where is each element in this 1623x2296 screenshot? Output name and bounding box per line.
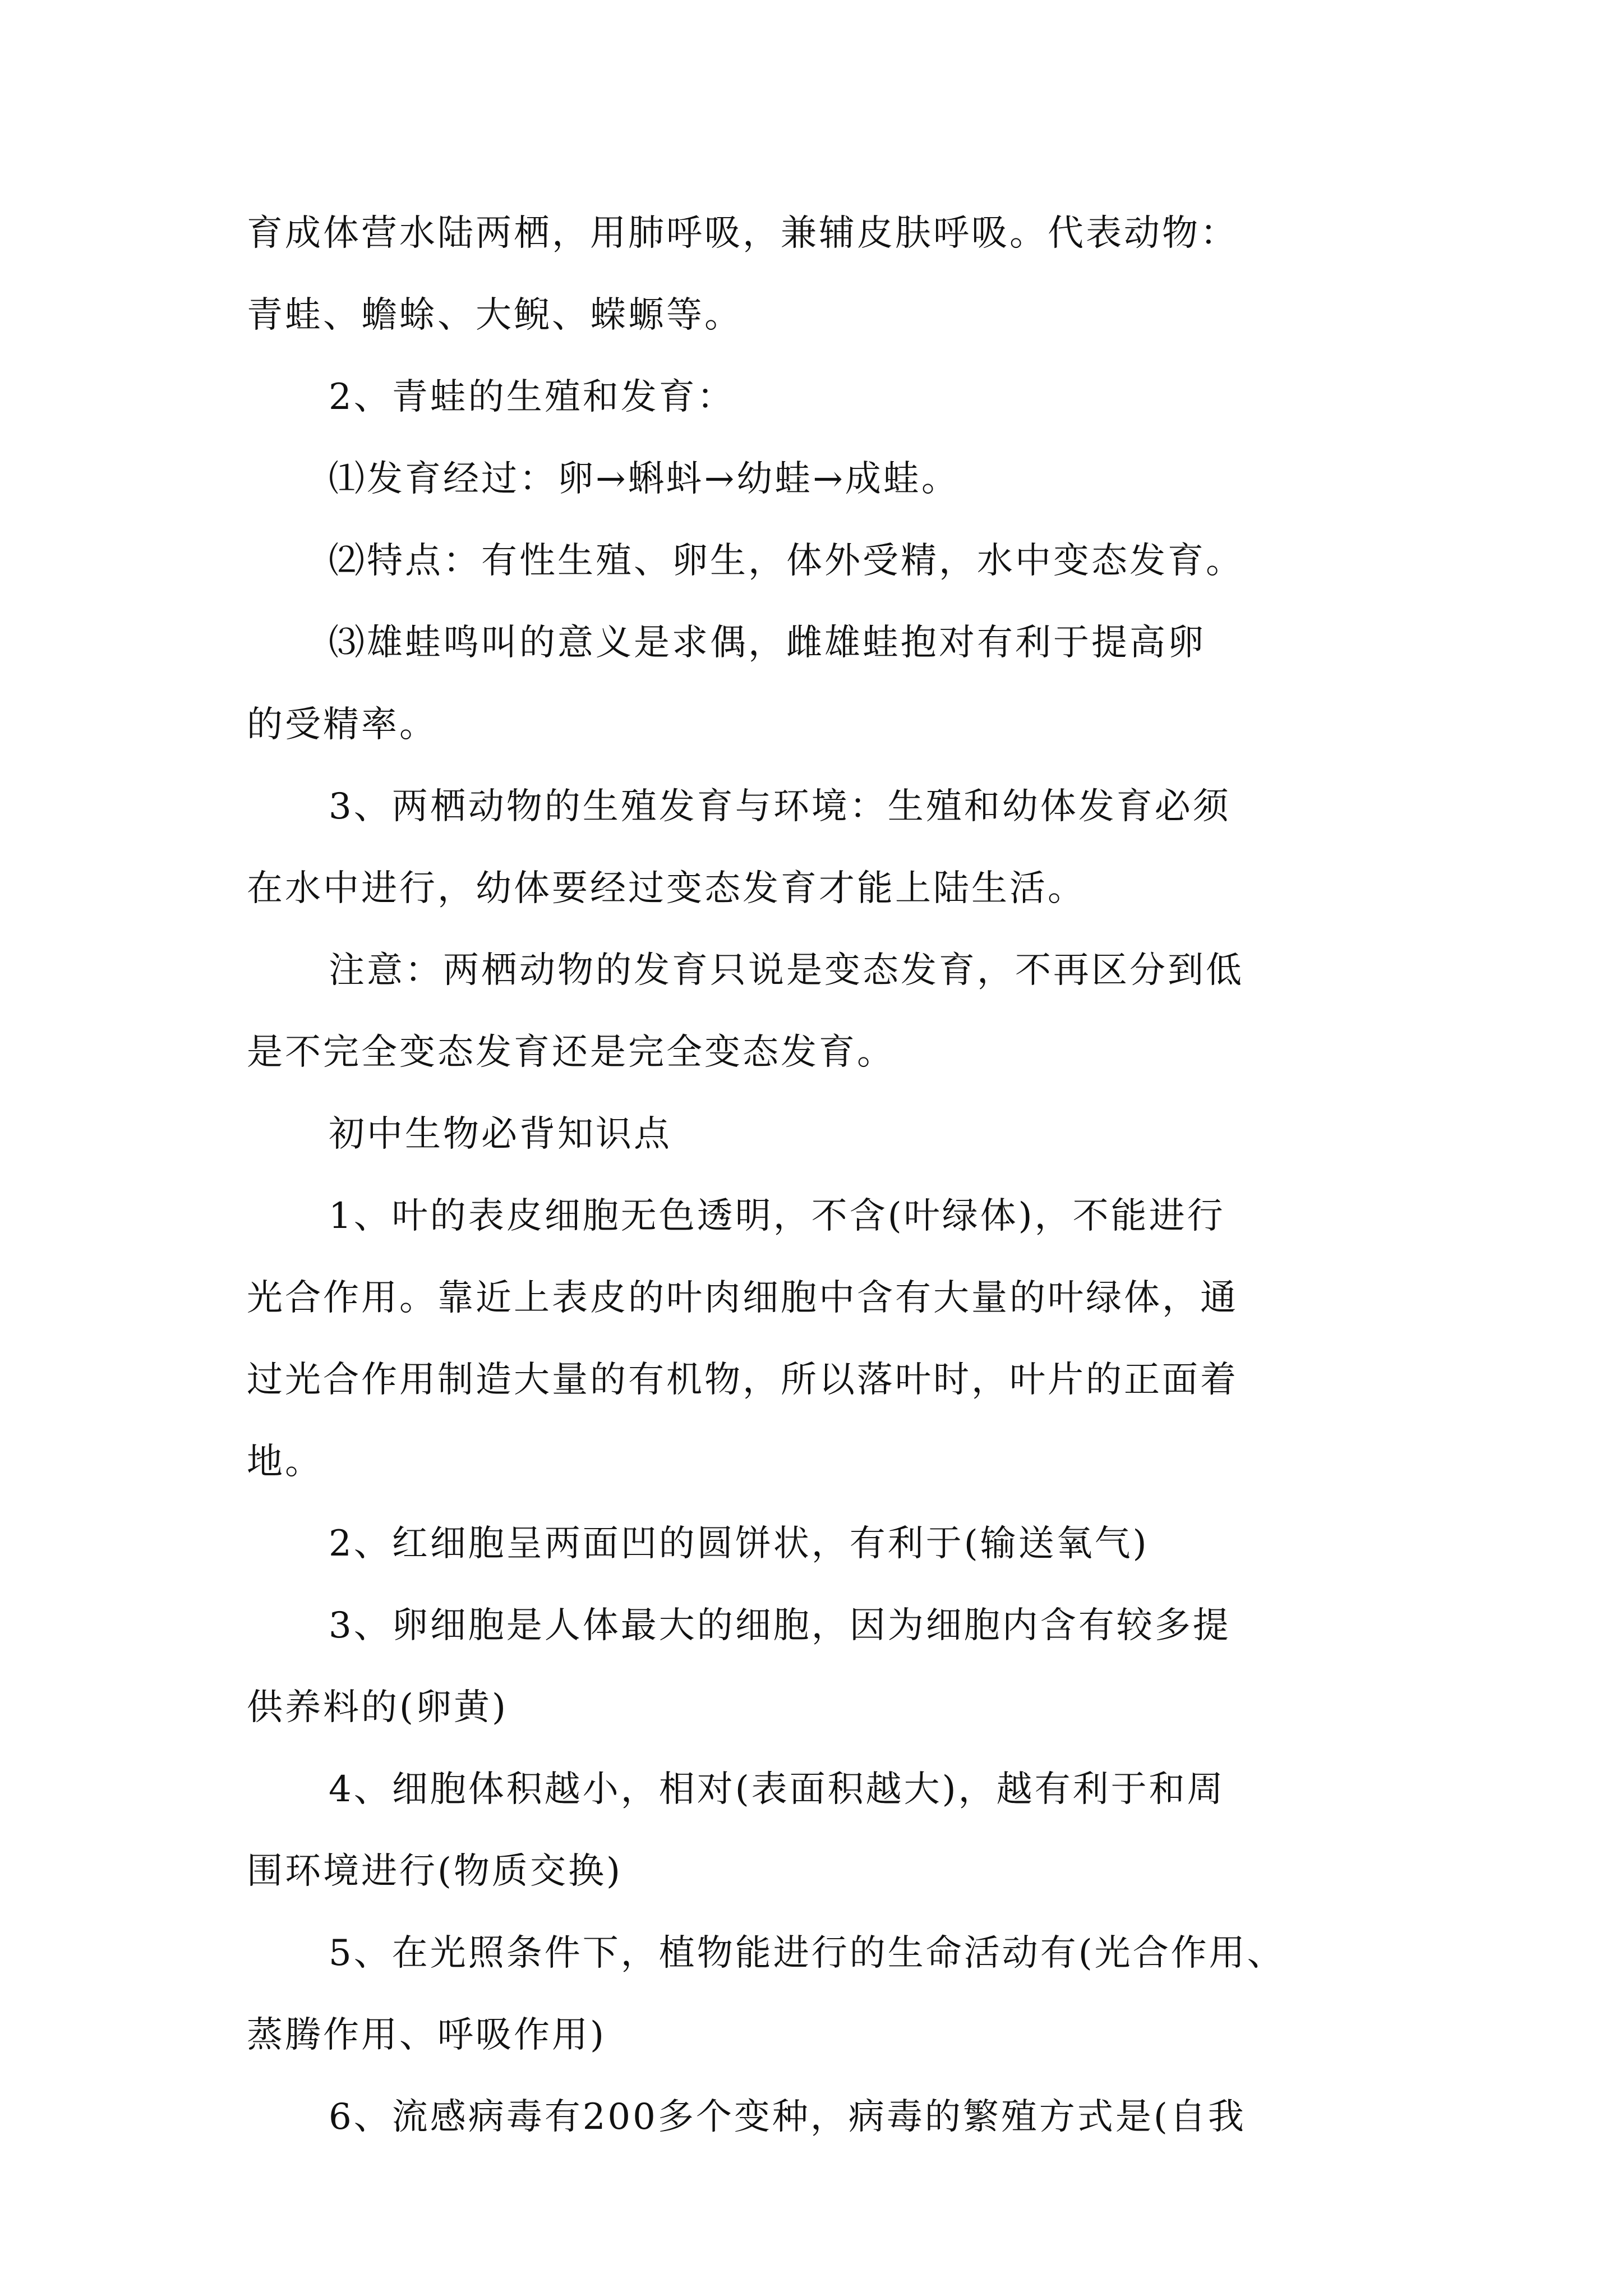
text-line: ⑴发育经过：卵→蝌蚪→幼蛙→成蛙。	[329, 458, 960, 500]
text-line: 蒸腾作用、呼吸作用)	[247, 2014, 606, 2056]
text-line: 5、在光照条件下，植物能进行的生命活动有(光合作用、	[329, 1932, 1285, 1974]
text-line: ⑶雄蛙鸣叫的意义是求偶，雌雄蛙抱对有利于提高卵	[329, 622, 1206, 664]
text-line: 在水中进行，幼体要经过变态发育才能上陆生活。	[247, 868, 1086, 909]
section-heading: 初中生物必背知识点	[329, 1114, 672, 1155]
text-line: 供养料的(卵黄)	[247, 1687, 508, 1728]
text-line: 3、卵细胞是人体最大的细胞，因为细胞内含有较多提	[329, 1605, 1231, 1646]
text-line: 注意：两栖动物的发育只说是变态发育，不再区分到低	[329, 950, 1244, 991]
text-line: 围环境进行(物质交换)	[247, 1851, 623, 1892]
text-line: ⑵特点：有性生殖、卵生，体外受精，水中变态发育。	[329, 540, 1244, 582]
text-line: 青蛙、蟾蜍、大鲵、蝾螈等。	[247, 295, 743, 336]
text-line: 2、红细胞呈两面凹的圆饼状，有利于(输送氧气)	[329, 1523, 1149, 1565]
text-line: 的受精率。	[247, 704, 437, 746]
text-line: 光合作用。靠近上表皮的叶肉细胞中含有大量的叶绿体，通	[247, 1277, 1238, 1319]
text-line: 育成体营水陆两栖，用肺呼吸，兼辅皮肤呼吸。代表动物：	[247, 213, 1238, 254]
text-line: 3、两栖动物的生殖发育与环境：生殖和幼体发育必须	[329, 786, 1231, 827]
text-line: 4、细胞体积越小，相对(表面积越大)，越有利于和周	[329, 1769, 1225, 1810]
section-heading: 2、青蛙的生殖和发育：	[329, 376, 735, 418]
text-line: 是不完全变态发育还是完全变态发育。	[247, 1032, 895, 1073]
text-line: 1、叶的表皮细胞无色透明，不含(叶绿体)，不能进行	[329, 1195, 1225, 1237]
text-line: 6、流感病毒有200多个变种，病毒的繁殖方式是(自我	[329, 2096, 1246, 2138]
text-line: 地。	[247, 1441, 323, 1483]
text-line: 过光合作用制造大量的有机物，所以落叶时，叶片的正面着	[247, 1359, 1238, 1401]
